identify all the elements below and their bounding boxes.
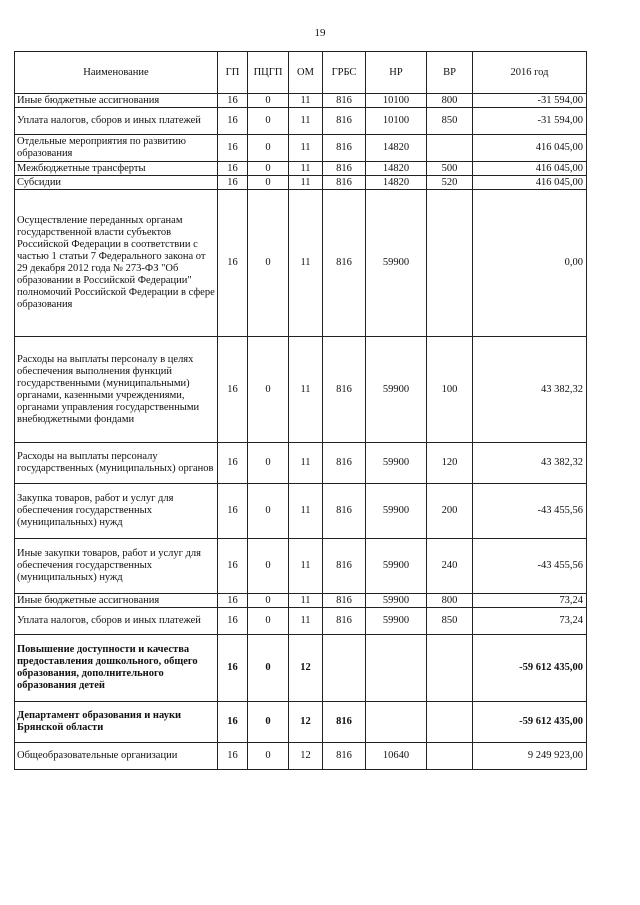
table-cell-name: Расходы на выплаты персоналу государственных (муниципальных) органов (15, 443, 218, 484)
table-cell-name: Иные бюджетные ассигнования (15, 94, 218, 108)
table-cell-pcgp: 0 (248, 539, 289, 594)
table-cell-name: Уплата налогов, сборов и иных платежей (15, 108, 218, 135)
table-cell-vr: 120 (427, 443, 473, 484)
table-cell-grbs: 816 (323, 539, 366, 594)
table-cell-gp: 16 (218, 108, 248, 135)
table-cell-pcgp: 0 (248, 443, 289, 484)
table-row (15, 108, 587, 135)
table-cell-vr: 200 (427, 484, 473, 539)
table-row (15, 190, 587, 337)
table-cell-amount: 416 045,00 (473, 162, 587, 176)
table-cell-gp: 16 (218, 702, 248, 743)
table-cell-pcgp: 0 (248, 190, 289, 337)
table-header-row (15, 52, 587, 94)
table-row (15, 743, 587, 770)
table-cell-om: 11 (289, 162, 323, 176)
table-cell-name: Отдельные мероприятия по развитию образования (15, 135, 218, 162)
table-cell-grbs: 816 (323, 162, 366, 176)
table-cell-grbs: 816 (323, 135, 366, 162)
table-cell-name: Департамент образования и науки Брянской области (15, 702, 218, 743)
table-cell-grbs: 816 (323, 608, 366, 635)
table-cell-gp: 16 (218, 594, 248, 608)
table-row (15, 337, 587, 443)
table-cell-gp: 16 (218, 443, 248, 484)
table-cell-pcgp: 0 (248, 608, 289, 635)
table-cell-vr (427, 743, 473, 770)
table-row (15, 135, 587, 162)
header-pcgp: ПЦГП (248, 52, 289, 94)
table-cell-om: 11 (289, 108, 323, 135)
table-cell-amount: -59 612 435,00 (473, 635, 587, 702)
table-cell-name: Субсидии (15, 176, 218, 190)
table-cell-name: Иные бюджетные ассигнования (15, 594, 218, 608)
table-cell-om: 12 (289, 743, 323, 770)
table-cell-nr (366, 635, 427, 702)
table-cell-name: Общеобразовательные организации (15, 743, 218, 770)
table-cell-nr: 10640 (366, 743, 427, 770)
table-cell-gp: 16 (218, 608, 248, 635)
table-cell-pcgp: 0 (248, 635, 289, 702)
table-cell-nr: 59900 (366, 539, 427, 594)
table-cell-amount: 73,24 (473, 594, 587, 608)
table-cell-name: Уплата налогов, сборов и иных платежей (15, 608, 218, 635)
table-cell-nr: 14820 (366, 176, 427, 190)
header-grbs: ГРБС (323, 52, 366, 94)
table-cell-grbs: 816 (323, 702, 366, 743)
table-cell-name: Расходы на выплаты персоналу в целях обеспечения выполнения функций государственными (муниципальными) органами, казенными учреждениями, органами управления государственными внебюджетными фондами (15, 337, 218, 443)
table-cell-amount: -59 612 435,00 (473, 702, 587, 743)
table-row (15, 484, 587, 539)
table-cell-name: Межбюджетные трансферты (15, 162, 218, 176)
table-cell-gp: 16 (218, 539, 248, 594)
table-cell-nr (366, 702, 427, 743)
table-cell-pcgp: 0 (248, 743, 289, 770)
table-cell-nr: 10100 (366, 94, 427, 108)
table-row (15, 608, 587, 635)
header-vr: ВР (427, 52, 473, 94)
table-cell-om: 11 (289, 484, 323, 539)
table-cell-grbs: 816 (323, 190, 366, 337)
header-gp: ГП (218, 52, 248, 94)
table-row (15, 594, 587, 608)
budget-table (14, 51, 587, 770)
table-cell-grbs: 816 (323, 176, 366, 190)
table-cell-grbs: 816 (323, 108, 366, 135)
table-cell-om: 11 (289, 135, 323, 162)
table-cell-pcgp: 0 (248, 594, 289, 608)
table-cell-pcgp: 0 (248, 108, 289, 135)
table-cell-amount: -43 455,56 (473, 484, 587, 539)
table-cell-pcgp: 0 (248, 94, 289, 108)
table-cell-grbs: 816 (323, 484, 366, 539)
page-number: 19 (314, 27, 326, 39)
table-cell-vr: 100 (427, 337, 473, 443)
table-cell-nr: 59900 (366, 190, 427, 337)
table-cell-amount: -43 455,56 (473, 539, 587, 594)
table-cell-nr: 14820 (366, 135, 427, 162)
table-cell-nr: 59900 (366, 443, 427, 484)
table-cell-grbs (323, 635, 366, 702)
table-cell-name: Закупка товаров, работ и услуг для обеспечения государственных (муниципальных) нужд (15, 484, 218, 539)
table-cell-pcgp: 0 (248, 176, 289, 190)
table-cell-amount: 9 249 923,00 (473, 743, 587, 770)
table-cell-vr: 520 (427, 176, 473, 190)
table-cell-gp: 16 (218, 135, 248, 162)
table-cell-nr: 14820 (366, 162, 427, 176)
table-cell-gp: 16 (218, 484, 248, 539)
table-cell-vr: 850 (427, 108, 473, 135)
header-name: Наименование (15, 52, 218, 94)
table-cell-gp: 16 (218, 635, 248, 702)
table-cell-amount: -31 594,00 (473, 108, 587, 135)
table-row (15, 176, 587, 190)
table-cell-grbs: 816 (323, 337, 366, 443)
table-cell-vr: 800 (427, 94, 473, 108)
table-cell-grbs: 816 (323, 594, 366, 608)
table-cell-vr: 850 (427, 608, 473, 635)
table-cell-pcgp: 0 (248, 702, 289, 743)
table-cell-om: 11 (289, 337, 323, 443)
table-cell-vr: 240 (427, 539, 473, 594)
header-nr: НР (366, 52, 427, 94)
table-cell-gp: 16 (218, 176, 248, 190)
table-cell-amount: -31 594,00 (473, 94, 587, 108)
table-row (15, 539, 587, 594)
table-cell-vr (427, 635, 473, 702)
table-cell-amount: 43 382,32 (473, 443, 587, 484)
table-row (15, 94, 587, 108)
table-cell-om: 11 (289, 594, 323, 608)
table-cell-amount: 73,24 (473, 608, 587, 635)
table-cell-grbs: 816 (323, 443, 366, 484)
table-cell-gp: 16 (218, 337, 248, 443)
table-cell-name: Повышение доступности и качества предоставления дошкольного, общего образования, дополнительного образования детей (15, 635, 218, 702)
table-cell-vr (427, 135, 473, 162)
table-cell-amount: 43 382,32 (473, 337, 587, 443)
table-cell-pcgp: 0 (248, 162, 289, 176)
table-cell-nr: 59900 (366, 337, 427, 443)
table-cell-vr: 800 (427, 594, 473, 608)
table-cell-gp: 16 (218, 190, 248, 337)
table-row (15, 635, 587, 702)
table-cell-grbs: 816 (323, 94, 366, 108)
table-cell-pcgp: 0 (248, 135, 289, 162)
table-row (15, 162, 587, 176)
table-cell-name: Иные закупки товаров, работ и услуг для обеспечения государственных (муниципальных) нужд (15, 539, 218, 594)
table-cell-pcgp: 0 (248, 484, 289, 539)
table-cell-amount: 416 045,00 (473, 176, 587, 190)
table-cell-gp: 16 (218, 162, 248, 176)
table-cell-amount: 416 045,00 (473, 135, 587, 162)
header-om: ОМ (289, 52, 323, 94)
table-cell-nr: 59900 (366, 594, 427, 608)
table-cell-gp: 16 (218, 743, 248, 770)
table-cell-gp: 16 (218, 94, 248, 108)
table-cell-vr: 500 (427, 162, 473, 176)
table-cell-vr (427, 190, 473, 337)
table-row (15, 702, 587, 743)
table-cell-om: 11 (289, 608, 323, 635)
table-cell-om: 12 (289, 635, 323, 702)
table-cell-nr: 59900 (366, 608, 427, 635)
table-cell-vr (427, 702, 473, 743)
table-row (15, 443, 587, 484)
table-cell-pcgp: 0 (248, 337, 289, 443)
table-cell-nr: 10100 (366, 108, 427, 135)
table-cell-om: 11 (289, 176, 323, 190)
header-year: 2016 год (473, 52, 587, 94)
table-cell-grbs: 816 (323, 743, 366, 770)
table-cell-name: Осуществление переданных органам государственной власти субъектов Российской Федерации в соответствии с частью 1 статьи 7 Федерального закона от 29 декабря 2012 года № 273-ФЗ "Об образовании в Российской Федерации" полномочий Российской Федерации в сфере образования (15, 190, 218, 337)
table-cell-om: 11 (289, 94, 323, 108)
table-cell-om: 12 (289, 702, 323, 743)
table-cell-nr: 59900 (366, 484, 427, 539)
table-cell-amount: 0,00 (473, 190, 587, 337)
table-cell-om: 11 (289, 190, 323, 337)
table-cell-om: 11 (289, 443, 323, 484)
table-cell-om: 11 (289, 539, 323, 594)
